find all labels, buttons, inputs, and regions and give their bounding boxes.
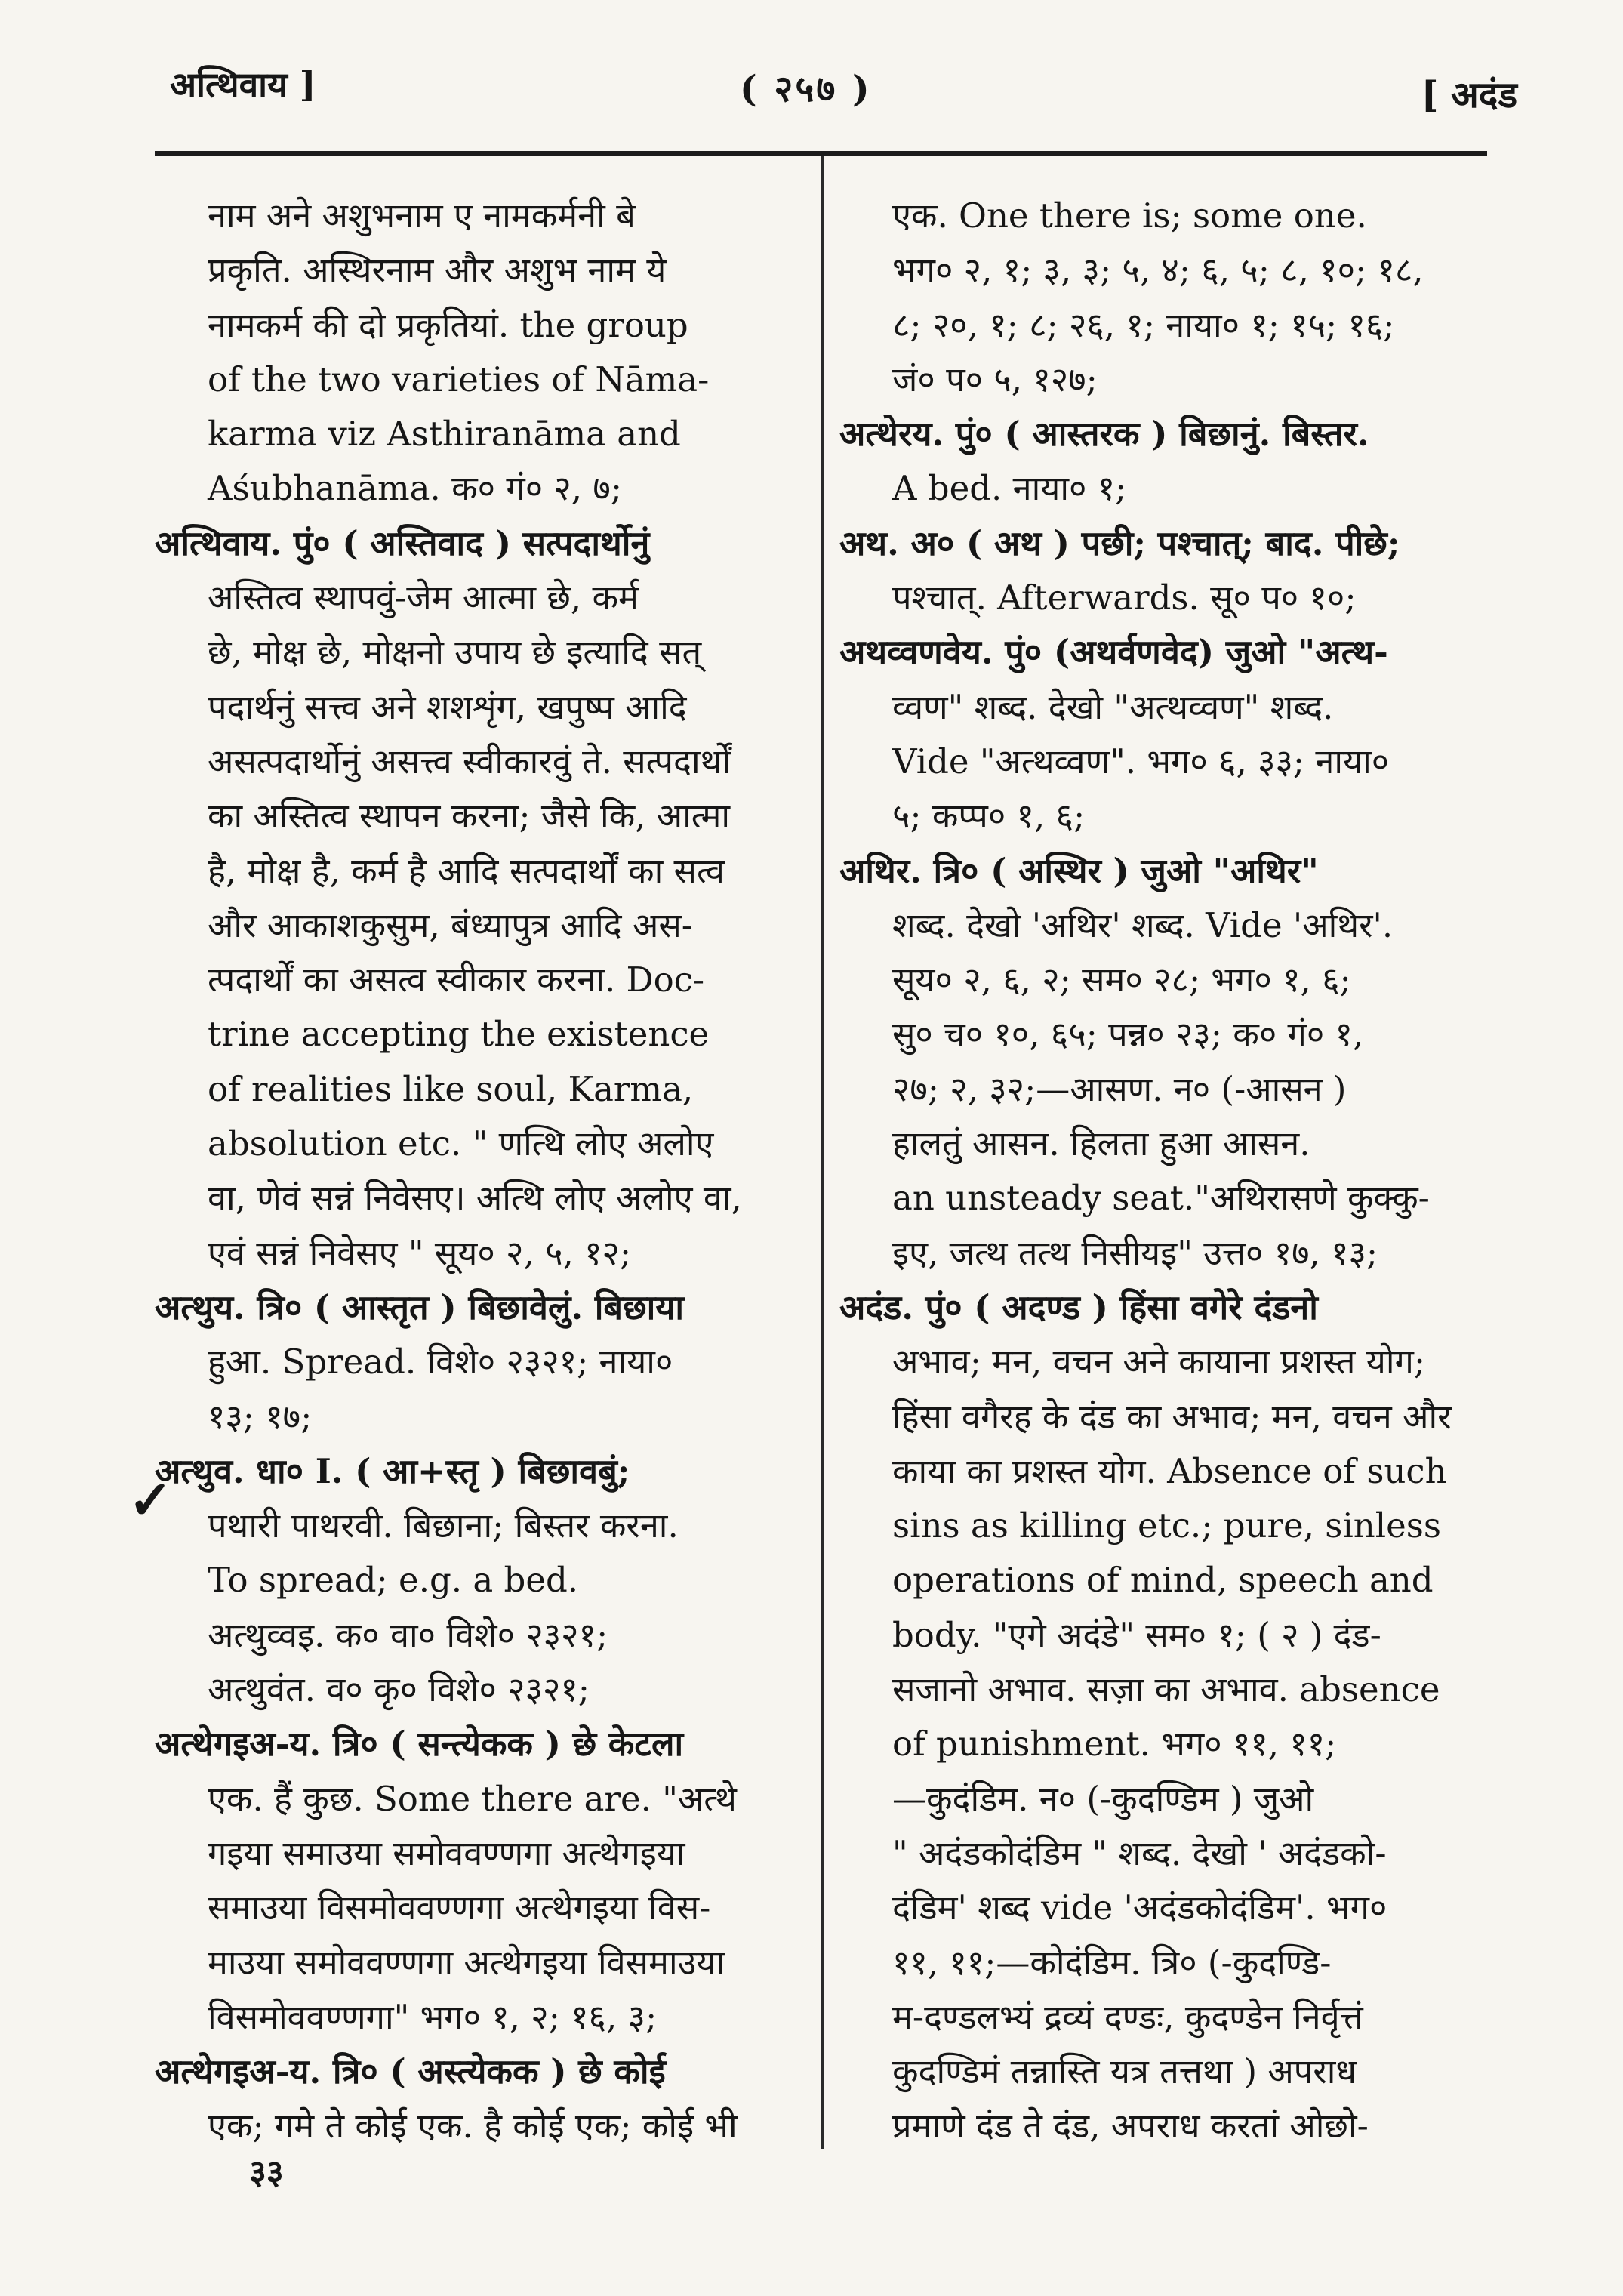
text-line: operations of mind, speech and: [892, 1560, 1434, 1601]
text-line: माउया समोववण्णगा अत्थेगइया विसमाउया: [208, 1942, 725, 1983]
text-line: व्वण" शब्द. देखो "अत्थव्वण" शब्द.: [892, 686, 1334, 727]
text-line: karma viz Asthiranāma and: [208, 414, 681, 455]
text-line: सजानो अभाव. सज़ा का अभाव. absence: [892, 1669, 1440, 1710]
text-line: असत्पदार्थोनुं असत्त्व स्वीकारवुं ते. सत्पदार्थों: [208, 741, 731, 781]
text-line: हालतुं आसन. हिलता हुआ आसन.: [892, 1123, 1310, 1164]
text-line: एक. One there is; some one.: [892, 196, 1367, 236]
entry-headword-line: अथिर. त्रि० ( अस्थिर ) जुओ "अथिर": [839, 850, 1319, 891]
text-line: एक. हैं कुछ. Some there are. "अत्थे: [208, 1778, 737, 1819]
right-column: [839, 189, 1485, 2154]
running-head-right: [ अदंड: [1421, 74, 1517, 116]
text-line: पदार्थनुं सत्त्व अने शशशृंग, खपुष्प आदि: [208, 686, 687, 727]
text-line: सूय० २, ६, २; सम० २८; भग० १, ६;: [892, 960, 1351, 1000]
text-line: ११, ११;—कोदंडिम. त्रि० (-कुदण्डि-: [892, 1942, 1332, 1983]
text-line: To spread; e.g. a bed.: [208, 1560, 579, 1601]
entry-headword-line: अत्थेगइअ-य. त्रि० ( अस्त्येकक ) छे कोई: [155, 2051, 666, 2092]
page-number: ( २५७ ): [740, 68, 872, 110]
text-line: जं० प० ५, १२७;: [892, 359, 1098, 399]
checkmark-icon: ✓: [128, 1469, 173, 1531]
page-header: [155, 53, 1525, 125]
text-line: sins as killing etc.; pure, sinless: [892, 1505, 1441, 1546]
text-line: छे, मोक्ष छे, मोक्षनो उपाय छे इत्यादि सत्: [208, 632, 702, 673]
text-line: २७; २, ३२;—आसण. न० (-आसन ): [892, 1068, 1347, 1109]
text-line: वा, णेवं सन्नं निवेसए। अत्थि लोए अलोए वा,: [208, 1178, 742, 1219]
text-line: trine accepting the existence: [208, 1014, 710, 1055]
text-line: समाउया विसमोववण्णगा अत्थेगइया विस-: [208, 1888, 711, 1928]
entry-headword-line: अत्थेरय. पुं० ( आस्तरक ) बिछानुं. बिस्तर.: [839, 414, 1369, 455]
text-line: और आकाशकुसुम, बंध्यापुत्र आदि अस-: [208, 905, 693, 945]
entry-headword-line: अत्थिवाय. पुं० ( अस्तिवाद ) सत्पदार्थोनुं: [155, 522, 650, 563]
text-line: absolution etc. " णत्थि लोए अलोए: [208, 1123, 714, 1164]
text-line: हिंसा वगैरह के दंड का अभाव; मन, वचन और: [892, 1396, 1452, 1437]
text-line: गइया समाउया समोववण्णगा अत्थेगइया: [208, 1832, 685, 1873]
entry-headword-line: अथव्वणवेय. पुं० (अथर्वणवेद) जुओ "अत्थ-: [839, 632, 1388, 673]
text-line: an unsteady seat."अथिरासणे कुक्कु-: [892, 1178, 1430, 1219]
text-line: of the two varieties of Nāma-: [208, 359, 710, 399]
text-line: ८; २०, १; ८; २६, १; नाया० १; १५; १६;: [892, 304, 1395, 345]
text-line: दंडिम' शब्द vide 'अदंडकोदंडिम'. भग०: [892, 1888, 1387, 1928]
text-line: प्रकृति. अस्थिरनाम और अशुभ नाम ये: [208, 250, 667, 291]
text-line: अस्तित्व स्थापवुं-जेम आत्मा छे, कर्म: [208, 578, 639, 618]
text-line: का अस्तित्व स्थापन करना; जैसे कि, आत्मा: [208, 796, 731, 837]
signature-mark: ३३: [249, 2153, 284, 2192]
text-line: भग० २, १; ३, ३; ५, ४; ६, ५; ८, १०; १८,: [892, 250, 1424, 291]
entry-headword-line: अथ. अ० ( अथ ) पछी; पश्चात्; बाद. पीछे;: [839, 522, 1400, 563]
entry-headword-line: अदंड. पुं० ( अदण्ड ) हिंसा वगेरे दंडनो: [839, 1287, 1318, 1327]
text-line: अत्थुवंत. व० कृ० विशे० २३२१;: [208, 1669, 590, 1710]
text-line: एवं सन्नं निवेसए " सूय० २, ५, १२;: [208, 1232, 632, 1273]
text-line: प्रमाणे दंड ते दंड, अपराध करतां ओछो-: [892, 2106, 1369, 2147]
text-line: नामकर्म की दो प्रकृतियां. the group: [208, 304, 688, 345]
text-line: म-दण्डलभ्यं द्रव्यं दण्डः, कुदण्डेन निर्वृत्तं: [892, 1996, 1363, 2037]
text-line: of punishment. भग० ११, ११;: [892, 1724, 1337, 1764]
running-head-left: अत्थिवाय ]: [170, 64, 316, 105]
column-divider: [821, 156, 824, 2149]
text-line: काया का प्रशस्त योग. Absence of such: [892, 1450, 1447, 1491]
text-line: कुदण्डिमं तन्नास्ति यत्र तत्तथा ) अपराध: [892, 2051, 1357, 2092]
text-line: १३; १७;: [208, 1396, 313, 1437]
text-line: A bed. नाया० १;: [892, 468, 1127, 509]
entry-headword-line: अत्थुय. त्रि० ( आस्तृत ) बिछावेलुं. बिछाया: [155, 1287, 685, 1327]
text-line: अभाव; मन, वचन अने कायाना प्रशस्त योग;: [892, 1342, 1426, 1382]
text-line: इए, जत्थ तत्थ निसीयइ" उत्त० १७, १३;: [892, 1232, 1378, 1273]
text-line: पश्चात्. Afterwards. सू० प० १०;: [892, 578, 1357, 618]
left-column: [155, 189, 804, 2154]
entry-headword-line: अत्थुव. धा० I. ( आ+स्तृ ) बिछावबुं;: [155, 1450, 630, 1491]
text-line: पथारी पाथरवी. बिछाना; बिस्तर करना.: [208, 1505, 679, 1546]
text-line: नाम अने अशुभनाम ए नामकर्मनी बे: [208, 196, 636, 236]
text-line: " अदंडकोदंडिम " शब्द. देखो ' अदंडको-: [892, 1832, 1387, 1873]
text-line: शब्द. देखो 'अथिर' शब्द. Vide 'अथिर'.: [892, 905, 1394, 945]
text-line: है, मोक्ष है, कर्म है आदि सत्पदार्थों का सत्व: [208, 850, 725, 891]
text-line: सु० च० १०, ६५; पन्न० २३; क० गं० १,: [892, 1014, 1364, 1055]
text-line: ५; कप्प० १, ६;: [892, 796, 1086, 837]
text-line: of realities like soul, Karma,: [208, 1068, 694, 1109]
text-line: —कुदंडिम. न० (-कुदण्डिम ) जुओ: [892, 1778, 1314, 1819]
entry-headword-line: अत्थेगइअ-य. त्रि० ( सन्त्येकक ) छे केटला: [155, 1724, 684, 1764]
text-line: विसमोववण्णगा" भग० १, २; १६, ३;: [208, 1996, 658, 2037]
text-line: Aśubhanāma. क० गं० २, ७;: [208, 468, 622, 509]
text-line: त्पदार्थों का असत्व स्वीकार करना. Doc-: [208, 960, 705, 1000]
text-line: body. "एगे अदंडे" सम० १; ( २ ) दंड-: [892, 1614, 1381, 1655]
text-line: हुआ. Spread. विशे० २३२१; नाया०: [208, 1342, 673, 1382]
text-line: Vide "अत्थव्वण". भग० ६, ३३; नाया०: [892, 741, 1390, 781]
text-line: एक; गमे ते कोई एक. है कोई एक; कोई भी: [208, 2106, 738, 2147]
text-line: अत्थुव्वइ. क० वा० विशे० २३२१;: [208, 1614, 608, 1655]
